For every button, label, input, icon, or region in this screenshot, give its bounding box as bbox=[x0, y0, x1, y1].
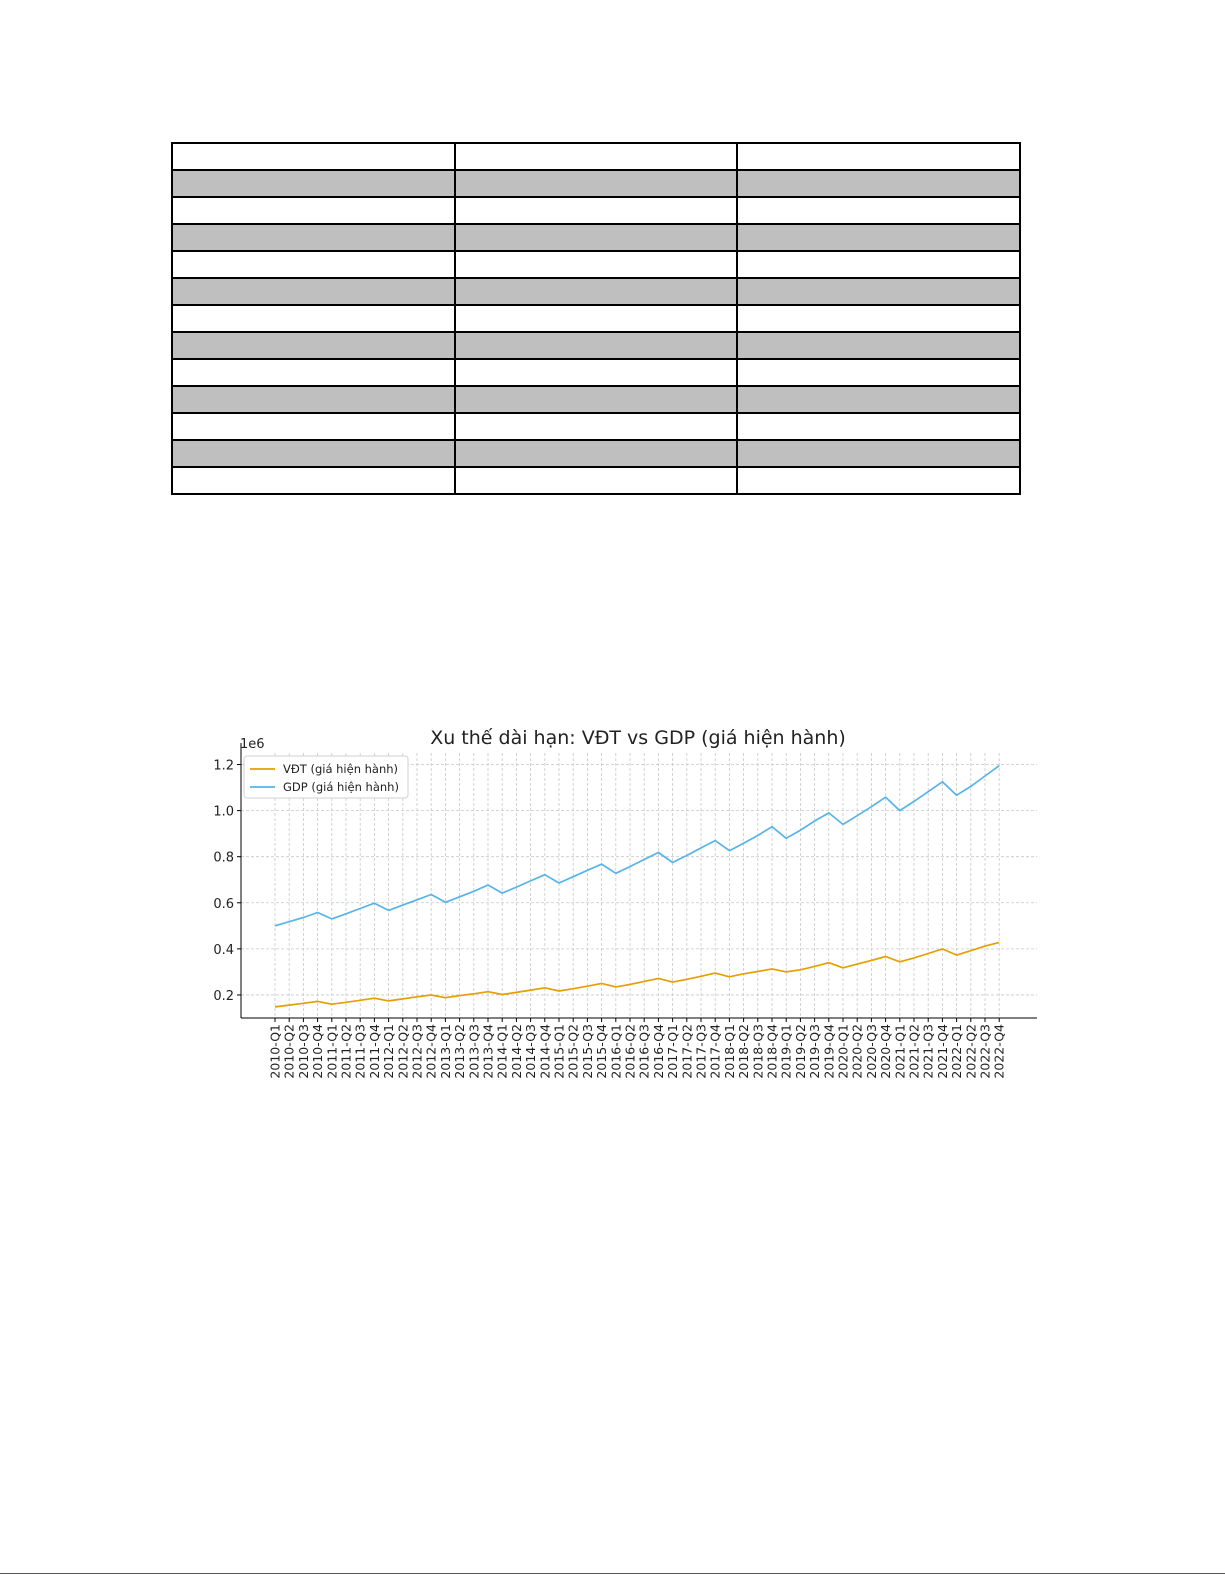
series-lines bbox=[275, 766, 999, 1007]
table-cell bbox=[455, 413, 738, 440]
x-tick-label: 2012-Q3 bbox=[409, 1024, 425, 1079]
x-tick-label: 2020-Q3 bbox=[863, 1024, 879, 1079]
x-tick-label: 2018-Q3 bbox=[750, 1024, 766, 1079]
x-tick-label: 2011-Q4 bbox=[366, 1024, 382, 1079]
x-tick-label: 2019-Q2 bbox=[792, 1024, 808, 1079]
empty-data-table bbox=[171, 142, 1021, 495]
table-cell bbox=[172, 278, 455, 305]
x-tick-label: 2013-Q4 bbox=[480, 1024, 496, 1079]
table-cell bbox=[172, 440, 455, 467]
table-row bbox=[172, 251, 1020, 278]
x-tick-label: 2014-Q2 bbox=[508, 1024, 524, 1079]
legend-label: GDP (giá hiện hành) bbox=[283, 780, 399, 794]
x-tick-label: 2013-Q2 bbox=[452, 1024, 468, 1079]
x-tick-label: 2016-Q3 bbox=[636, 1024, 652, 1079]
table-cell bbox=[455, 143, 738, 170]
table-cell bbox=[455, 359, 738, 386]
table-cell bbox=[455, 170, 738, 197]
y-tick-label: 1.0 bbox=[213, 804, 234, 820]
x-tick-label: 2017-Q2 bbox=[679, 1024, 695, 1079]
table-row bbox=[172, 332, 1020, 359]
table-row bbox=[172, 386, 1020, 413]
table-cell bbox=[737, 143, 1020, 170]
table-cell bbox=[172, 467, 455, 494]
x-tick-label: 2015-Q3 bbox=[579, 1024, 595, 1079]
table-cell bbox=[737, 278, 1020, 305]
chart-title: Xu thế dài hạn: VĐT vs GDP (giá hiện hành) bbox=[430, 727, 846, 749]
x-tick-label: 2019-Q1 bbox=[778, 1024, 794, 1079]
table-cell bbox=[172, 197, 455, 224]
x-tick-label: 2012-Q4 bbox=[423, 1024, 439, 1079]
x-tick-label: 2019-Q3 bbox=[807, 1024, 823, 1079]
table-cell bbox=[172, 251, 455, 278]
x-tick-label: 2022-Q3 bbox=[977, 1024, 993, 1079]
table-cell bbox=[455, 278, 738, 305]
trend-line-chart bbox=[180, 720, 1060, 1100]
table-cell bbox=[737, 305, 1020, 332]
table-row bbox=[172, 413, 1020, 440]
chart-legend bbox=[244, 756, 408, 798]
table-cell bbox=[737, 224, 1020, 251]
table-cell bbox=[172, 224, 455, 251]
y-axis-multiplier: 1e6 bbox=[240, 737, 265, 752]
table-cell bbox=[737, 413, 1020, 440]
table-cell bbox=[172, 413, 455, 440]
x-tick-label: 2022-Q4 bbox=[991, 1024, 1007, 1079]
table-cell bbox=[455, 467, 738, 494]
x-tick-label: 2021-Q1 bbox=[892, 1024, 908, 1079]
table-cell bbox=[172, 332, 455, 359]
x-tick-label: 2016-Q2 bbox=[622, 1024, 638, 1079]
y-tick-label: 1.2 bbox=[213, 758, 234, 774]
x-tick-label: 2010-Q4 bbox=[310, 1024, 326, 1079]
table-cell bbox=[737, 386, 1020, 413]
x-tick-label: 2014-Q4 bbox=[537, 1024, 553, 1079]
table-cell bbox=[172, 386, 455, 413]
x-tick-label: 2017-Q3 bbox=[693, 1024, 709, 1079]
table-cell bbox=[737, 197, 1020, 224]
x-tick-label: 2021-Q2 bbox=[906, 1024, 922, 1079]
x-tick-label: 2014-Q3 bbox=[523, 1024, 539, 1079]
x-tick-label: 2015-Q2 bbox=[565, 1024, 581, 1079]
table-cell bbox=[455, 332, 738, 359]
legend-label: VĐT (giá hiện hành) bbox=[283, 762, 399, 776]
x-tick-label: 2018-Q1 bbox=[721, 1024, 737, 1079]
x-tick-label: 2016-Q4 bbox=[650, 1024, 666, 1079]
x-tick-label: 2015-Q1 bbox=[551, 1024, 567, 1079]
y-tick-label: 0.4 bbox=[213, 942, 234, 958]
table-cell bbox=[737, 359, 1020, 386]
table-cell bbox=[737, 170, 1020, 197]
x-tick-label: 2020-Q1 bbox=[835, 1024, 851, 1079]
x-tick-label: 2010-Q1 bbox=[267, 1024, 283, 1079]
table-cell bbox=[455, 224, 738, 251]
x-tick-label: 2018-Q2 bbox=[736, 1024, 752, 1079]
table-cell bbox=[737, 440, 1020, 467]
table-row bbox=[172, 278, 1020, 305]
table-cell bbox=[172, 305, 455, 332]
x-tick-label: 2013-Q1 bbox=[437, 1024, 453, 1079]
x-tick-label: 2016-Q1 bbox=[608, 1024, 624, 1079]
x-tick-label: 2022-Q1 bbox=[949, 1024, 965, 1079]
table-row bbox=[172, 359, 1020, 386]
series-line-vdt bbox=[275, 942, 999, 1007]
table-row bbox=[172, 224, 1020, 251]
x-tick-label: 2020-Q2 bbox=[849, 1024, 865, 1079]
table-row bbox=[172, 440, 1020, 467]
table-cell bbox=[172, 170, 455, 197]
x-tick-label: 2014-Q1 bbox=[494, 1024, 510, 1079]
table-cell bbox=[172, 359, 455, 386]
x-tick-label: 2010-Q2 bbox=[281, 1024, 297, 1079]
x-tick-label: 2012-Q1 bbox=[381, 1024, 397, 1079]
x-tick-label: 2019-Q4 bbox=[821, 1024, 837, 1079]
table-row bbox=[172, 170, 1020, 197]
table-cell bbox=[737, 332, 1020, 359]
table-cell bbox=[455, 305, 738, 332]
x-tick-label: 2021-Q3 bbox=[920, 1024, 936, 1079]
table-cell bbox=[455, 440, 738, 467]
x-tick-label: 2020-Q4 bbox=[878, 1024, 894, 1079]
table-cell bbox=[455, 197, 738, 224]
table-cell bbox=[737, 467, 1020, 494]
x-tick-label: 2012-Q2 bbox=[395, 1024, 411, 1079]
table-cell bbox=[455, 386, 738, 413]
x-tick-label: 2011-Q2 bbox=[338, 1024, 354, 1079]
table-row bbox=[172, 467, 1020, 494]
x-tick-label: 2010-Q3 bbox=[295, 1024, 311, 1079]
x-tick-label: 2021-Q4 bbox=[934, 1024, 950, 1079]
x-tick-label: 2017-Q1 bbox=[665, 1024, 681, 1079]
y-tick-label: 0.2 bbox=[213, 988, 234, 1004]
x-tick-label: 2011-Q3 bbox=[352, 1024, 368, 1079]
table-row bbox=[172, 197, 1020, 224]
x-tick-label: 2015-Q4 bbox=[594, 1024, 610, 1079]
y-tick-label: 0.8 bbox=[213, 850, 234, 866]
x-tick-label: 2013-Q3 bbox=[466, 1024, 482, 1079]
footer-divider bbox=[0, 1573, 1225, 1574]
x-tick-label: 2018-Q4 bbox=[764, 1024, 780, 1079]
table-cell bbox=[172, 143, 455, 170]
y-tick-label: 0.6 bbox=[213, 896, 234, 912]
x-tick-label: 2011-Q1 bbox=[324, 1024, 340, 1079]
x-tick-label: 2022-Q2 bbox=[963, 1024, 979, 1079]
x-tick-label: 2017-Q4 bbox=[707, 1024, 723, 1079]
table-cell bbox=[737, 251, 1020, 278]
table-cell bbox=[455, 251, 738, 278]
table-row bbox=[172, 305, 1020, 332]
table-row bbox=[172, 143, 1020, 170]
